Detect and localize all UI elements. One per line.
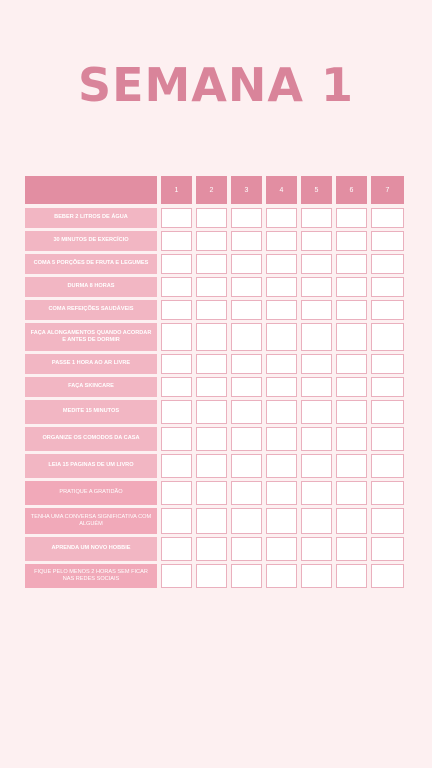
day-checkbox[interactable]: [266, 208, 297, 228]
day-headers: [161, 176, 404, 204]
day-checkbox[interactable]: [161, 537, 192, 561]
day-checkbox[interactable]: [196, 537, 227, 561]
day-checkbox[interactable]: [161, 400, 192, 424]
day-header: 5: [301, 176, 332, 204]
day-checkbox[interactable]: [231, 254, 262, 274]
day-checkbox[interactable]: [196, 300, 227, 320]
day-checkbox[interactable]: [161, 454, 192, 478]
table-row: [25, 427, 407, 451]
table-row: [25, 400, 407, 424]
day-checkboxes: [161, 354, 404, 374]
day-checkbox[interactable]: [371, 231, 404, 251]
habit-tracker-table: [25, 176, 407, 591]
day-checkbox[interactable]: [336, 254, 367, 274]
day-checkbox[interactable]: [266, 454, 297, 478]
day-checkboxes: [161, 427, 404, 451]
table-row: [25, 454, 407, 478]
day-checkbox[interactable]: [336, 537, 367, 561]
table-row: [25, 300, 407, 320]
day-checkbox[interactable]: [196, 208, 227, 228]
day-checkboxes: [161, 231, 404, 251]
day-checkboxes: [161, 481, 404, 505]
day-checkbox[interactable]: [161, 231, 192, 251]
day-checkbox[interactable]: [301, 323, 332, 351]
table-row: [25, 231, 407, 251]
table-row: [25, 354, 407, 374]
day-checkbox[interactable]: [231, 537, 262, 561]
habit-label: FIQUE PELO MENOS 2 HORAS SEM FICAR NAS REDES SOCIAIS: [25, 564, 157, 588]
day-checkbox[interactable]: [196, 354, 227, 374]
day-checkbox[interactable]: [336, 400, 367, 424]
day-checkbox[interactable]: [336, 231, 367, 251]
day-checkbox[interactable]: [266, 323, 297, 351]
day-checkbox[interactable]: [336, 564, 367, 588]
day-checkboxes: [161, 277, 404, 297]
day-checkbox[interactable]: [266, 300, 297, 320]
day-checkbox[interactable]: [196, 277, 227, 297]
table-row: [25, 537, 407, 561]
day-checkbox[interactable]: [371, 400, 404, 424]
day-checkbox[interactable]: [266, 254, 297, 274]
day-checkbox[interactable]: [301, 508, 332, 534]
day-checkboxes: [161, 300, 404, 320]
table-row: [25, 277, 407, 297]
day-checkbox[interactable]: [231, 377, 262, 397]
habit-label: ORGANIZE OS COMODOS DA CASA: [25, 427, 157, 451]
day-checkbox[interactable]: [336, 481, 367, 505]
habit-label: MEDITE 15 MINUTOS: [25, 400, 157, 424]
day-checkbox[interactable]: [231, 400, 262, 424]
day-checkbox[interactable]: [301, 300, 332, 320]
day-checkbox[interactable]: [231, 564, 262, 588]
table-row: [25, 564, 407, 588]
day-checkbox[interactable]: [231, 454, 262, 478]
day-checkbox[interactable]: [231, 277, 262, 297]
day-checkbox[interactable]: [301, 481, 332, 505]
day-checkbox[interactable]: [161, 354, 192, 374]
table-row: [25, 254, 407, 274]
habit-label: BEBER 2 LITROS DE ÁGUA: [25, 208, 157, 228]
day-checkbox[interactable]: [371, 208, 404, 228]
day-checkbox[interactable]: [196, 508, 227, 534]
day-checkbox[interactable]: [371, 508, 404, 534]
day-checkbox[interactable]: [161, 377, 192, 397]
day-checkbox[interactable]: [301, 427, 332, 451]
day-header: 7: [371, 176, 404, 204]
day-checkbox[interactable]: [161, 427, 192, 451]
day-checkbox[interactable]: [336, 300, 367, 320]
day-checkbox[interactable]: [196, 454, 227, 478]
habit-label: COMA 5 PORÇÕES DE FRUTA E LEGUMES: [25, 254, 157, 274]
day-checkboxes: [161, 400, 404, 424]
day-checkbox[interactable]: [196, 254, 227, 274]
table-row: [25, 208, 407, 228]
day-checkbox[interactable]: [266, 481, 297, 505]
table-row: [25, 377, 407, 397]
header-corner: [25, 176, 157, 204]
day-checkbox[interactable]: [336, 454, 367, 478]
day-checkbox[interactable]: [161, 277, 192, 297]
day-checkbox[interactable]: [371, 481, 404, 505]
habit-label: DURMA 8 HORAS: [25, 277, 157, 297]
habit-label: APRENDA UM NOVO HOBBIE: [25, 537, 157, 561]
day-checkbox[interactable]: [161, 208, 192, 228]
day-checkbox[interactable]: [336, 354, 367, 374]
day-header: 1: [161, 176, 192, 204]
day-checkbox[interactable]: [371, 377, 404, 397]
habit-label: LEIA 15 PAGINAS DE UM LIVRO: [25, 454, 157, 478]
day-checkbox[interactable]: [301, 564, 332, 588]
day-checkbox[interactable]: [301, 208, 332, 228]
day-checkbox[interactable]: [161, 481, 192, 505]
day-checkbox[interactable]: [371, 427, 404, 451]
day-checkbox[interactable]: [336, 377, 367, 397]
day-checkbox[interactable]: [266, 231, 297, 251]
day-checkbox[interactable]: [371, 454, 404, 478]
day-checkbox[interactable]: [196, 564, 227, 588]
day-checkbox[interactable]: [161, 300, 192, 320]
day-checkbox[interactable]: [301, 231, 332, 251]
day-checkbox[interactable]: [196, 427, 227, 451]
day-checkboxes: [161, 377, 404, 397]
habit-label: TENHA UMA CONVERSA SIGNIFICATIVA COM ALGUÉM: [25, 508, 157, 534]
day-checkbox[interactable]: [196, 377, 227, 397]
day-checkbox[interactable]: [301, 354, 332, 374]
day-checkbox[interactable]: [301, 537, 332, 561]
day-checkbox[interactable]: [231, 427, 262, 451]
day-checkbox[interactable]: [231, 508, 262, 534]
day-checkboxes: [161, 208, 404, 228]
day-checkbox[interactable]: [266, 508, 297, 534]
day-checkbox[interactable]: [231, 208, 262, 228]
day-checkbox[interactable]: [266, 564, 297, 588]
day-header: 3: [231, 176, 262, 204]
table-row: [25, 323, 407, 351]
day-checkbox[interactable]: [301, 400, 332, 424]
habit-label: FAÇA ALONGAMENTOS QUANDO ACORDAR E ANTES DE DORMIR: [25, 323, 157, 351]
day-checkbox[interactable]: [371, 354, 404, 374]
day-checkbox[interactable]: [161, 254, 192, 274]
day-checkboxes: [161, 454, 404, 478]
habit-label: PASSE 1 HORA AO AR LIVRE: [25, 354, 157, 374]
day-checkbox[interactable]: [371, 254, 404, 274]
day-checkbox[interactable]: [196, 400, 227, 424]
day-checkbox[interactable]: [266, 277, 297, 297]
day-checkbox[interactable]: [301, 377, 332, 397]
day-checkbox[interactable]: [336, 323, 367, 351]
day-checkbox[interactable]: [266, 354, 297, 374]
day-checkbox[interactable]: [336, 277, 367, 297]
day-checkbox[interactable]: [266, 400, 297, 424]
habit-label: PRATIQUE A GRATIDÃO: [25, 481, 157, 505]
day-checkbox[interactable]: [196, 481, 227, 505]
day-checkbox[interactable]: [371, 564, 404, 588]
day-checkbox[interactable]: [266, 377, 297, 397]
day-checkbox[interactable]: [336, 508, 367, 534]
day-checkbox[interactable]: [301, 254, 332, 274]
day-checkbox[interactable]: [231, 323, 262, 351]
table-row: [25, 481, 407, 505]
day-checkbox[interactable]: [301, 277, 332, 297]
day-checkboxes: [161, 564, 404, 588]
day-checkbox[interactable]: [196, 323, 227, 351]
day-checkbox[interactable]: [371, 537, 404, 561]
day-checkbox[interactable]: [231, 300, 262, 320]
day-header: 6: [336, 176, 367, 204]
habit-label: FAÇA SKINCARE: [25, 377, 157, 397]
day-header: 4: [266, 176, 297, 204]
habit-label: 30 MINUTOS DE EXERCÍCIO: [25, 231, 157, 251]
day-checkbox[interactable]: [161, 323, 192, 351]
habit-label: COMA REFEIÇÕES SAUDÁVEIS: [25, 300, 157, 320]
day-checkbox[interactable]: [301, 454, 332, 478]
day-checkboxes: [161, 323, 404, 351]
day-header: 2: [196, 176, 227, 204]
table-header-row: [25, 176, 407, 204]
table-row: [25, 508, 407, 534]
page-title: SEMANA 1: [77, 58, 355, 112]
day-checkbox[interactable]: [336, 427, 367, 451]
day-checkbox[interactable]: [266, 537, 297, 561]
day-checkbox[interactable]: [371, 277, 404, 297]
day-checkbox[interactable]: [196, 231, 227, 251]
day-checkboxes: [161, 537, 404, 561]
day-checkbox[interactable]: [266, 427, 297, 451]
day-checkbox[interactable]: [371, 300, 404, 320]
day-checkbox[interactable]: [231, 231, 262, 251]
day-checkbox[interactable]: [371, 323, 404, 351]
day-checkboxes: [161, 508, 404, 534]
day-checkbox[interactable]: [161, 508, 192, 534]
day-checkbox[interactable]: [231, 481, 262, 505]
day-checkbox[interactable]: [336, 208, 367, 228]
day-checkboxes: [161, 254, 404, 274]
day-checkbox[interactable]: [231, 354, 262, 374]
day-checkbox[interactable]: [161, 564, 192, 588]
